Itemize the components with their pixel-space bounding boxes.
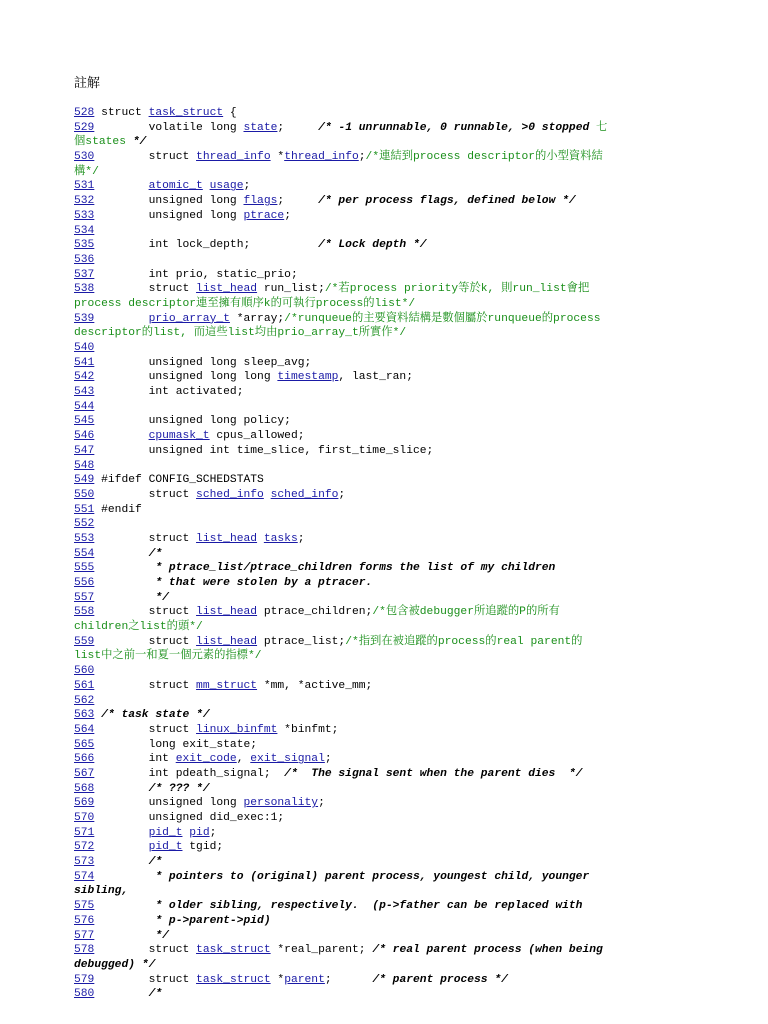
code-line (74, 547, 714, 562)
code-annotation: /* (148, 547, 163, 560)
code-text (94, 313, 148, 325)
line-number-link[interactable]: 577 (74, 929, 95, 942)
code-line (74, 312, 714, 327)
code-text: unsigned int time_slice, first_time_slice; (94, 444, 434, 457)
code-annotation: */ (132, 136, 147, 149)
line-number-link[interactable]: 536 (74, 253, 95, 266)
line-number-link[interactable]: 568 (74, 782, 95, 795)
identifier-link[interactable]: prio_array_t (148, 312, 230, 325)
code-line (74, 488, 714, 503)
code-line (74, 738, 714, 753)
line-number-link[interactable]: 569 (74, 797, 95, 810)
line-number-link[interactable]: 580 (74, 988, 95, 1001)
code-annotation: * pointers to (original) parent process, youngest child, younger (155, 870, 590, 883)
code-line (74, 767, 714, 782)
line-number-link[interactable]: 554 (74, 547, 95, 560)
code-annotation: */ (155, 591, 169, 604)
line-number-link[interactable]: 549 (74, 474, 95, 487)
code-text: struct (94, 679, 197, 692)
code-line (74, 503, 714, 518)
code-text: cpus_allowed; (209, 430, 305, 443)
line-number-link[interactable]: 559 (74, 635, 95, 648)
code-line (74, 958, 714, 973)
code-text: ; (243, 180, 251, 193)
identifier-link[interactable]: pid (189, 826, 210, 839)
code-line (74, 253, 714, 268)
code-line (74, 121, 714, 136)
code-text (94, 783, 148, 795)
code-text: ; (277, 121, 319, 134)
line-number-link[interactable]: 556 (74, 577, 95, 589)
code-text: int prio, static_prio; (94, 268, 298, 281)
identifier-link[interactable]: usage (209, 180, 244, 193)
identifier-link[interactable]: tasks (263, 532, 298, 545)
code-text: *real_parent; (270, 944, 373, 957)
identifier-link[interactable]: sched_info (270, 488, 339, 501)
code-line (74, 884, 714, 899)
code-text (94, 900, 155, 912)
code-comment: /*包含被debugger所追蹤的P的所有 (372, 606, 560, 619)
identifier-link[interactable]: personality (243, 797, 319, 810)
code-line (74, 444, 714, 459)
code-annotation: /* (148, 988, 163, 1001)
code-annotation: /* task state */ (101, 709, 210, 722)
code-comment: children之list的頭*/ (74, 621, 203, 634)
code-text: struct (94, 283, 197, 296)
line-number-link[interactable]: 567 (74, 767, 95, 780)
code-text: unsigned long (94, 797, 244, 810)
code-text: struct (94, 151, 197, 164)
line-number-link[interactable]: 574 (74, 870, 95, 883)
code-text: #endif (94, 503, 142, 516)
line-number-link[interactable]: 563 (74, 709, 95, 722)
line-number-link[interactable]: 539 (74, 312, 95, 325)
identifier-link[interactable]: thread_info (196, 151, 271, 164)
code-annotation: * that were stolen by a ptracer. (155, 577, 373, 589)
code-line (74, 796, 714, 811)
code-line (74, 135, 714, 150)
code-text: *array; (229, 312, 285, 325)
identifier-link[interactable]: list_head (196, 635, 258, 648)
line-number-link[interactable]: 541 (74, 356, 95, 369)
line-number-link[interactable]: 564 (74, 723, 95, 736)
code-text: volatile long (94, 121, 244, 134)
code-comment: process descriptor連至擁有順序k的可執行process的list*/ (74, 297, 416, 310)
code-comment: /*指到在被追蹤的process的real parent的 (345, 635, 583, 648)
code-text: ptrace_list; (257, 635, 346, 648)
code-line (74, 782, 714, 797)
line-number-link[interactable]: 530 (74, 151, 95, 164)
code-comment: descriptor的list, 而這些list均由prio_array_t所實作*/ (74, 327, 407, 340)
code-text: ; (284, 209, 291, 222)
code-text (94, 827, 148, 839)
code-text: ; (318, 797, 325, 810)
code-line (74, 679, 714, 694)
line-number-link[interactable]: 552 (74, 518, 95, 531)
code-line (74, 708, 714, 723)
code-text (257, 533, 264, 545)
line-number-link[interactable]: 531 (74, 180, 95, 193)
identifier-link[interactable]: pid_t (148, 826, 183, 839)
code-line (74, 165, 714, 180)
identifier-link[interactable]: timestamp (277, 371, 339, 384)
code-line (74, 385, 714, 400)
line-number-link[interactable]: 561 (74, 679, 95, 692)
code-line (74, 224, 714, 239)
code-line (74, 429, 714, 444)
code-text: struct (94, 488, 197, 501)
code-text (94, 856, 148, 868)
code-text: #ifdef CONFIG_SCHEDSTATS (94, 474, 264, 487)
code-text: ptrace_children; (257, 606, 373, 619)
code-line (74, 811, 714, 826)
identifier-link[interactable]: state (243, 121, 278, 134)
line-number-link[interactable]: 542 (74, 371, 95, 384)
code-text: int pdeath_signal; (94, 767, 285, 780)
code-comment: 構*/ (74, 165, 99, 178)
line-number-link[interactable]: 537 (74, 268, 95, 281)
line-number-link[interactable]: 545 (74, 415, 95, 428)
identifier-link[interactable]: task_struct (196, 973, 271, 986)
code-text: unsigned long sleep_avg; (94, 356, 312, 369)
identifier-link[interactable]: pid_t (148, 841, 183, 854)
identifier-link[interactable]: flags (243, 195, 278, 208)
identifier-link[interactable]: parent (284, 973, 325, 986)
line-number-link[interactable]: 575 (74, 900, 95, 913)
code-line (74, 870, 714, 885)
code-text: struct (94, 606, 197, 619)
line-number-link[interactable]: 578 (74, 944, 95, 957)
code-line (74, 400, 714, 415)
line-number-link[interactable]: 553 (74, 532, 95, 545)
code-line (74, 752, 714, 767)
code-annotation: /* ??? */ (148, 782, 210, 795)
code-annotation: /* (148, 856, 163, 869)
identifier-link[interactable]: exit_signal (250, 753, 325, 766)
code-text: ; (277, 195, 319, 208)
line-number-link[interactable]: 533 (74, 209, 95, 222)
line-number-link[interactable]: 540 (74, 342, 95, 354)
code-text: ; (297, 532, 305, 545)
code-text: ; (338, 488, 346, 501)
code-line (74, 341, 714, 356)
code-line (74, 914, 714, 929)
code-line (74, 840, 714, 855)
code-annotation: /* -1 unrunnable, 0 runnable, >0 stopped (318, 121, 597, 134)
code-text (264, 489, 271, 501)
identifier-link[interactable]: cpumask_t (148, 430, 210, 443)
code-annotation: /* parent process */ (372, 973, 508, 986)
line-number-link[interactable]: 528 (74, 107, 95, 119)
identifier-link[interactable]: ptrace (243, 209, 285, 222)
code-text (94, 430, 148, 442)
code-text: unsigned long policy; (94, 415, 291, 428)
code-text: int lock_depth; (94, 239, 319, 252)
code-text (94, 930, 155, 942)
line-number-link[interactable]: 535 (74, 239, 95, 252)
code-text: struct (94, 532, 197, 545)
page-title: 註解 (74, 76, 101, 91)
code-line (74, 356, 714, 371)
code-line (74, 282, 714, 297)
code-annotation: * older sibling, respectively. (p->father can be replaced with (155, 900, 583, 913)
code-line (74, 561, 714, 576)
code-text (94, 577, 155, 589)
code-line (74, 179, 714, 194)
code-line (74, 694, 714, 709)
line-number-link[interactable]: 571 (74, 826, 95, 839)
line-number-link[interactable]: 547 (74, 444, 95, 457)
line-number-link[interactable]: 555 (74, 562, 95, 575)
code-text: struct (94, 723, 197, 736)
line-number-link[interactable]: 543 (74, 386, 95, 399)
line-number-link[interactable]: 546 (74, 430, 95, 443)
code-line (74, 855, 714, 870)
code-line (74, 929, 714, 944)
code-text (94, 180, 148, 192)
code-text: unsigned long (94, 209, 244, 222)
code-annotation: /* per process flags, defined below */ (318, 195, 576, 208)
identifier-link[interactable]: exit_code (175, 753, 237, 766)
line-number-link[interactable]: 557 (74, 591, 95, 604)
identifier-link[interactable]: list_head (196, 532, 258, 545)
line-number-link[interactable]: 532 (74, 195, 95, 208)
code-text: int (94, 753, 176, 766)
code-annotation: /* real parent process (when being (372, 944, 603, 957)
code-comment: /*若process priority等於k, 則run_list會把 (324, 283, 590, 296)
code-line (74, 591, 714, 606)
code-text (94, 562, 155, 574)
line-number-link[interactable]: 550 (74, 488, 95, 501)
line-number-link[interactable]: 573 (74, 856, 95, 869)
line-number-link[interactable]: 560 (74, 665, 95, 678)
code-text (203, 180, 210, 192)
code-line (74, 826, 714, 841)
code-text: long exit_state; (94, 738, 258, 751)
identifier-link[interactable]: thread_info (284, 151, 359, 164)
line-number-link[interactable]: 565 (74, 738, 95, 751)
code-line (74, 987, 714, 1002)
line-number-link[interactable]: 562 (74, 694, 95, 707)
identifier-link[interactable]: sched_info (196, 488, 264, 501)
line-number-link[interactable]: 551 (74, 503, 95, 516)
code-text: ; (209, 826, 217, 839)
code-line (74, 209, 714, 224)
code-comment: /*連結到process descriptor的小型資料結 (365, 151, 603, 164)
code-line (74, 649, 714, 664)
line-number-link[interactable]: 570 (74, 812, 95, 824)
code-comment: /*runqueue的主要資料結構是數個屬於runqueue的process (284, 312, 601, 325)
identifier-link[interactable]: list_head (196, 283, 258, 296)
code-annotation: /* The signal sent when the parent dies */ (284, 767, 583, 780)
line-number-link[interactable]: 558 (74, 606, 95, 619)
identifier-link[interactable]: task_struct (196, 944, 271, 957)
code-line (74, 620, 714, 635)
code-text: *binfmt; (277, 723, 339, 736)
code-line (74, 268, 714, 283)
code-text: struct (94, 107, 149, 119)
code-text: ; (358, 151, 366, 164)
code-line (74, 723, 714, 738)
identifier-link[interactable]: linux_binfmt (196, 723, 278, 736)
identifier-link[interactable]: mm_struct (196, 679, 258, 692)
source-code-listing (74, 106, 714, 1002)
code-line (74, 473, 714, 488)
code-line (74, 370, 714, 385)
line-number-link[interactable]: 544 (74, 400, 95, 413)
code-text (94, 592, 155, 604)
line-number-link[interactable]: 566 (74, 753, 95, 766)
code-line (74, 297, 714, 312)
code-text: { (223, 107, 237, 119)
code-text: unsigned long (94, 195, 244, 208)
code-line (74, 576, 714, 591)
line-number-link[interactable]: 529 (74, 121, 95, 134)
code-text: struct (94, 944, 197, 957)
code-text (94, 841, 148, 853)
line-number-link[interactable]: 572 (74, 841, 95, 854)
code-line (74, 194, 714, 209)
code-line (74, 459, 714, 474)
code-comment: list中之前一和夏一個元素的指標*/ (74, 650, 262, 663)
code-line (74, 635, 714, 650)
code-annotation: * ptrace_list/ptrace_children forms the list of my children (155, 562, 556, 575)
identifier-link[interactable]: list_head (196, 606, 258, 619)
line-number-link[interactable]: 534 (74, 224, 95, 237)
code-text: , (236, 753, 251, 766)
line-number-link[interactable]: 538 (74, 283, 95, 296)
code-line (74, 326, 714, 341)
code-line (74, 532, 714, 547)
identifier-link[interactable]: task_struct (148, 107, 224, 119)
code-line (74, 973, 714, 988)
code-text: int activated; (94, 386, 244, 399)
code-line (74, 517, 714, 532)
code-text: * (270, 973, 285, 986)
line-number-link[interactable]: 548 (74, 459, 95, 472)
line-number-link[interactable]: 576 (74, 914, 95, 927)
code-text: , last_ran; (338, 371, 413, 384)
code-text: ; (324, 973, 373, 986)
code-line (74, 943, 714, 958)
code-annotation: * p->parent->pid) (155, 914, 271, 927)
code-annotation: /* Lock depth */ (318, 239, 427, 252)
code-text (94, 548, 148, 560)
line-number-link[interactable]: 579 (74, 973, 95, 986)
code-line (74, 899, 714, 914)
code-text: unsigned long long (94, 371, 278, 384)
identifier-link[interactable]: atomic_t (148, 180, 203, 193)
code-text: run_list; (257, 283, 325, 296)
code-text (94, 871, 155, 883)
code-line (74, 605, 714, 620)
code-text: struct (94, 635, 197, 648)
code-comment: 個states (74, 136, 133, 149)
code-annotation: */ (155, 929, 169, 942)
code-text: unsigned did_exec:1; (94, 812, 285, 824)
code-text: struct (94, 973, 197, 986)
code-text: tgid; (182, 841, 224, 854)
code-line (74, 414, 714, 429)
code-line (74, 150, 714, 165)
code-line (74, 238, 714, 253)
code-annotation: sibling, (74, 885, 129, 898)
code-line (74, 664, 714, 679)
code-annotation: debugged) */ (74, 958, 156, 971)
code-text (94, 915, 155, 927)
code-comment: 七 (596, 121, 608, 134)
code-text: *mm, *active_mm; (257, 679, 373, 692)
code-text: ; (324, 753, 332, 766)
code-line (74, 106, 714, 121)
code-text (94, 988, 148, 1000)
code-text: * (270, 151, 285, 164)
